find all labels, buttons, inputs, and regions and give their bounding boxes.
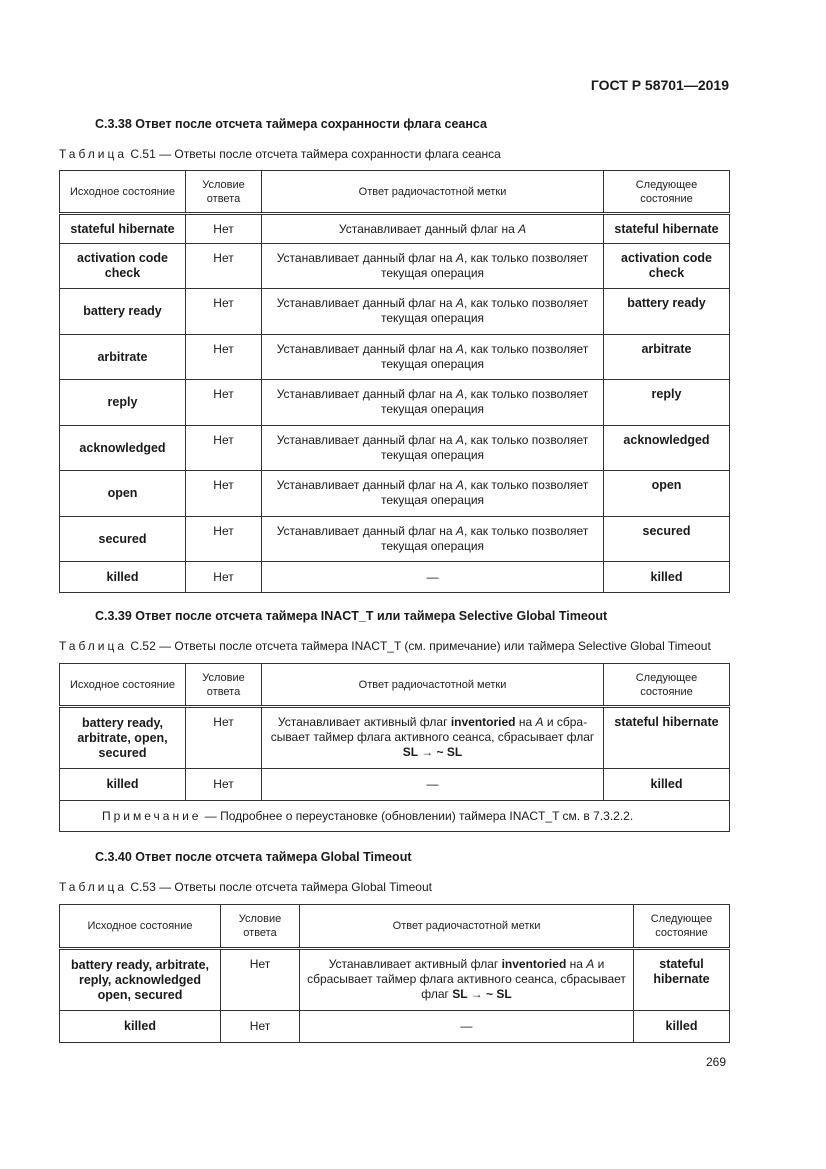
table-row bbox=[60, 289, 730, 335]
col-header-next: Следующее состояние bbox=[604, 664, 730, 707]
resp-value: A bbox=[455, 387, 464, 401]
cell-response: Устанавливает данный флаг на A, как только позволяет текущая операция bbox=[262, 380, 604, 426]
table-row bbox=[60, 426, 730, 471]
col-header-condition: Условие ответа bbox=[186, 664, 262, 707]
resp-value: A bbox=[455, 524, 464, 538]
table-note bbox=[60, 801, 730, 832]
cell-response: — bbox=[300, 1011, 634, 1043]
cell-response: Устанавливает данный флаг на A, как только позволяет текущая операция bbox=[262, 426, 604, 471]
resp-value: A bbox=[455, 433, 464, 447]
cell-next-state: activation code check bbox=[604, 244, 730, 289]
table-row bbox=[60, 244, 730, 289]
col-header-condition: Условие ответа bbox=[186, 171, 262, 214]
table-row bbox=[60, 707, 730, 769]
cell-condition: Нет bbox=[186, 769, 262, 801]
col-header-initial: Исходное состояние bbox=[60, 905, 221, 949]
cell-next-state: battery ready bbox=[604, 289, 730, 335]
cell-condition: Нет bbox=[186, 562, 262, 593]
cell-condition: Нет bbox=[186, 214, 262, 244]
col-header-response: Ответ радиочастотной метки bbox=[262, 171, 604, 214]
cell-next-state: killed bbox=[604, 562, 730, 593]
cell-condition: Нет bbox=[221, 1011, 300, 1043]
cell-condition: Нет bbox=[186, 289, 262, 335]
cell-response: Устанавливает данный флаг на A, как только позволяет текущая операция bbox=[262, 517, 604, 562]
resp-value: A bbox=[455, 342, 464, 356]
resp-flag: inventoried bbox=[450, 715, 516, 729]
resp-value: A bbox=[518, 221, 527, 236]
resp-part: и сбрасывает таймер флага активного сеанса, сбрасывает флаг bbox=[307, 957, 626, 1001]
cell-next-state: secured bbox=[604, 517, 730, 562]
cell-initial-state: stateful hibernate bbox=[60, 214, 186, 244]
resp-flag-change: SL → ~ SL bbox=[402, 745, 463, 759]
cell-response: Устанавливает данный флаг на A, как только позволяет текущая операция bbox=[262, 335, 604, 380]
cell-condition: Нет bbox=[186, 471, 262, 517]
cell-condition: Нет bbox=[186, 335, 262, 380]
cell-condition: Нет bbox=[186, 517, 262, 562]
resp-value: A bbox=[455, 478, 464, 492]
resp-value: A bbox=[535, 715, 544, 729]
table-caption-c52 bbox=[59, 639, 711, 653]
table-row bbox=[60, 769, 730, 801]
resp-part: Устанавливает активный флаг bbox=[328, 957, 502, 971]
table-caption-c51 bbox=[59, 147, 501, 161]
cell-next-state: reply bbox=[604, 380, 730, 426]
resp-flag-change: SL → ~ SL bbox=[452, 987, 512, 1001]
table-row bbox=[60, 949, 730, 1011]
note-text: — Подробнее о переустановке (обновлении) таймера INACT_T см. в 7.3.2.2. bbox=[201, 808, 634, 823]
col-header-next: Следующее состояние bbox=[604, 171, 730, 214]
caption-prefix: Таблица bbox=[59, 880, 128, 894]
table-c53 bbox=[59, 904, 730, 1043]
resp-part: и сбра-сывает таймер флага активного сеанса, сбрасывает флаг bbox=[270, 715, 595, 744]
table-c52 bbox=[59, 663, 730, 832]
col-header-initial: Исходное состояние bbox=[60, 664, 186, 707]
cell-next-state: acknowledged bbox=[604, 426, 730, 471]
caption-prefix: Таблица bbox=[59, 147, 128, 161]
cell-response: Устанавливает данный флаг на A, как только позволяет текущая операция bbox=[262, 244, 604, 289]
cell-next-state: killed bbox=[604, 769, 730, 801]
caption-text: С.52 — Ответы после отсчета таймера INACT_T (см. примечание) или таймера Selective Global Timeout bbox=[127, 639, 711, 653]
col-header-next: Следующее состояние bbox=[634, 905, 730, 949]
cell-next-state: stateful hibernate bbox=[634, 949, 730, 1011]
cell-initial-state: killed bbox=[60, 1011, 221, 1043]
section-heading-c338: С.3.38 Ответ после отсчета таймера сохранности флага сеанса bbox=[95, 117, 487, 131]
cell-initial-state: battery ready bbox=[60, 289, 186, 335]
cell-response: — bbox=[262, 562, 604, 593]
cell-condition: Нет bbox=[186, 707, 262, 769]
table-row bbox=[60, 471, 730, 517]
table-row bbox=[60, 214, 730, 244]
resp-value: A bbox=[455, 251, 464, 265]
table-row bbox=[60, 517, 730, 562]
cell-next-state: arbitrate bbox=[604, 335, 730, 380]
section-heading-c339: С.3.39 Ответ после отсчета таймера INACT_T или таймера Selective Global Timeout bbox=[95, 609, 608, 623]
table-caption-c53 bbox=[59, 880, 432, 894]
col-header-response: Ответ радиочастотной метки bbox=[300, 905, 634, 949]
cell-response: Устанавливает данный флаг на A, как только позволяет текущая операция bbox=[262, 471, 604, 517]
cell-next-state: killed bbox=[634, 1011, 730, 1043]
col-header-condition: Условие ответа bbox=[221, 905, 300, 949]
cell-response bbox=[262, 707, 604, 769]
table-note-row bbox=[60, 801, 730, 832]
cell-initial-state: killed bbox=[60, 769, 186, 801]
cell-initial-state: open bbox=[60, 471, 186, 517]
cell-response: Устанавливает данный флаг на A bbox=[262, 214, 604, 244]
note-prefix: Примечание bbox=[102, 808, 202, 823]
caption-text: С.51 — Ответы после отсчета таймера сохранности флага сеанса bbox=[127, 147, 501, 161]
cell-response: — bbox=[262, 769, 604, 801]
resp-part: на bbox=[566, 957, 587, 971]
cell-condition: Нет bbox=[186, 380, 262, 426]
table-row bbox=[60, 335, 730, 380]
resp-value: A bbox=[455, 296, 464, 310]
cell-response: Устанавливает данный флаг на A, как только позволяет текущая операция bbox=[262, 289, 604, 335]
cell-next-state: stateful hibernate bbox=[604, 707, 730, 769]
cell-response bbox=[300, 949, 634, 1011]
table-c51 bbox=[59, 170, 730, 593]
caption-text: С.53 — Ответы после отсчета таймера Global Timeout bbox=[127, 880, 432, 894]
cell-initial-state: secured bbox=[60, 517, 186, 562]
resp-flag: inventoried bbox=[501, 957, 567, 971]
caption-prefix: Таблица bbox=[59, 639, 128, 653]
table-row bbox=[60, 562, 730, 593]
cell-initial-state: activation code check bbox=[60, 244, 186, 289]
cell-next-state: open bbox=[604, 471, 730, 517]
cell-initial-state: arbitrate bbox=[60, 335, 186, 380]
cell-condition: Нет bbox=[221, 949, 300, 1011]
table-row bbox=[60, 1011, 730, 1043]
cell-initial-state: acknowledged bbox=[60, 426, 186, 471]
resp-value: A bbox=[586, 957, 595, 971]
document-id: ГОСТ Р 58701—2019 bbox=[590, 77, 729, 93]
cell-next-state: stateful hibernate bbox=[604, 214, 730, 244]
page-number: 269 bbox=[705, 1055, 726, 1069]
section-heading-c340: С.3.40 Ответ после отсчета таймера Global Timeout bbox=[95, 850, 412, 864]
table-row bbox=[60, 380, 730, 426]
resp-part: Устанавливает активный флаг bbox=[277, 715, 451, 729]
cell-initial-state: killed bbox=[60, 562, 186, 593]
cell-initial-state: reply bbox=[60, 380, 186, 426]
table-c51-body bbox=[60, 214, 730, 593]
cell-condition: Нет bbox=[186, 244, 262, 289]
cell-initial-state: battery ready, arbitrate, open, secured bbox=[60, 707, 186, 769]
resp-part: на bbox=[515, 715, 536, 729]
col-header-initial: Исходное состояние bbox=[60, 171, 186, 214]
col-header-response: Ответ радиочастотной метки bbox=[262, 664, 604, 707]
cell-initial-state: battery ready, arbitrate, reply, acknowledged open, secured bbox=[60, 949, 221, 1011]
cell-condition: Нет bbox=[186, 426, 262, 471]
